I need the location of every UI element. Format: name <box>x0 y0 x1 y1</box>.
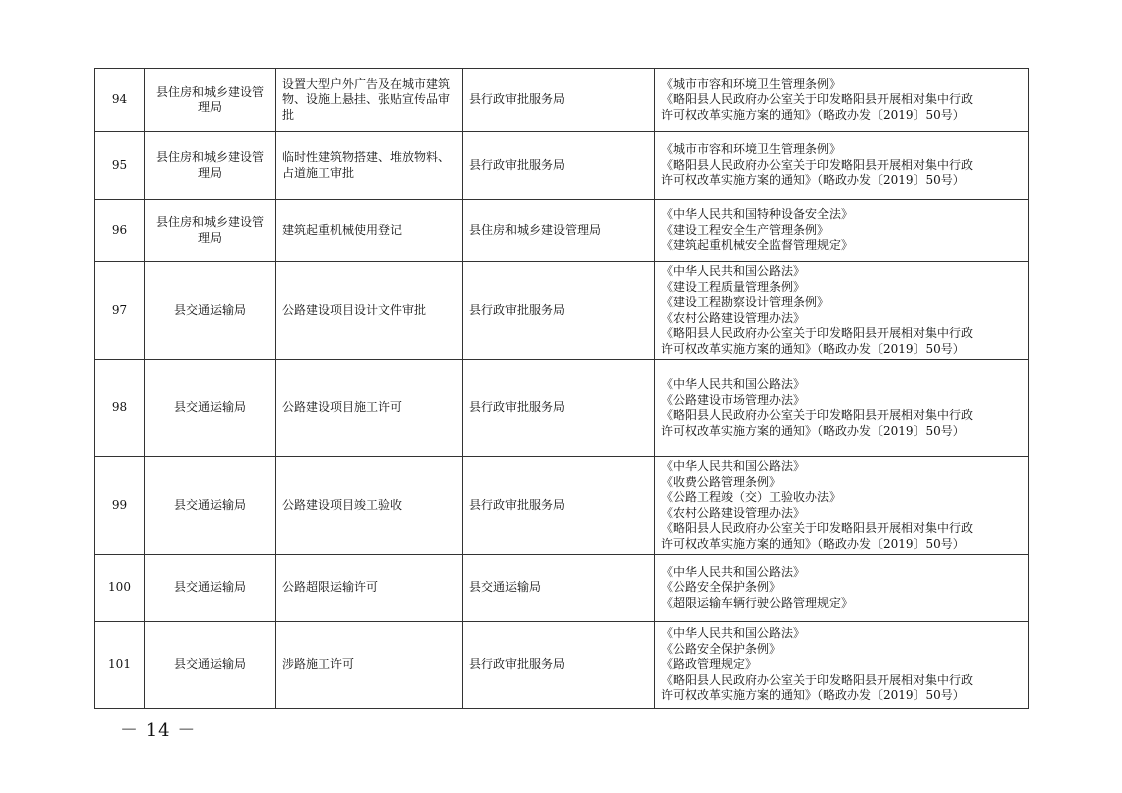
permit-table <box>94 68 1029 709</box>
department-cell: 县交通运输局 <box>145 360 276 457</box>
legal-basis-line: 《略阳县人民政府办公室关于印发略阳县开展相对集中行政 <box>661 672 974 687</box>
table-row <box>95 457 1029 555</box>
permit-item-cell: 临时性建筑物搭建、堆放物料、占道施工审批 <box>276 132 463 200</box>
legal-basis-line: 《公路安全保护条例》 <box>661 641 782 656</box>
row-number: 96 <box>95 200 145 262</box>
legal-basis-cell <box>655 457 1029 555</box>
legal-basis-line: 《农村公路建设管理办法》 <box>661 310 806 325</box>
implementing-agency-cell: 县行政审批服务局 <box>463 69 655 132</box>
page-number: － 14 － <box>120 720 197 741</box>
table-row <box>95 69 1029 132</box>
permit-item-cell: 公路超限运输许可 <box>276 555 463 622</box>
legal-basis-cell <box>655 622 1029 709</box>
legal-basis-line: 许可权改革实施方案的通知》（略政办发〔2019〕50号） <box>661 688 965 703</box>
legal-basis-line: 《中华人民共和国公路法》 <box>661 264 806 278</box>
table-row <box>95 132 1029 200</box>
department-cell: 县交通运输局 <box>145 622 276 709</box>
legal-basis-line: 《公路建设市场管理办法》 <box>661 392 806 407</box>
table-row <box>95 360 1029 457</box>
implementing-agency-cell: 县行政审批服务局 <box>463 622 655 709</box>
legal-basis-line: 《路政管理规定》 <box>661 657 758 672</box>
row-number: 100 <box>95 555 145 622</box>
legal-basis-line: 《略阳县人民政府办公室关于印发略阳县开展相对集中行政 <box>661 521 974 535</box>
legal-basis-cell <box>655 262 1029 360</box>
legal-basis-line: 《公路安全保护条例》 <box>661 580 782 595</box>
permit-item-cell: 公路建设项目设计文件审批 <box>276 262 463 360</box>
department-cell: 县交通运输局 <box>145 262 276 360</box>
legal-basis-cell <box>655 555 1029 622</box>
legal-basis-line: 《城市市容和环境卫生管理条例》 <box>661 76 842 91</box>
permit-item-cell: 公路建设项目施工许可 <box>276 360 463 457</box>
legal-basis-line: 许可权改革实施方案的通知》（略政办发〔2019〕50号） <box>661 341 965 356</box>
legal-basis-cell <box>655 200 1029 262</box>
legal-basis-line: 《超限运输车辆行驶公路管理规定》 <box>661 595 854 610</box>
row-number: 95 <box>95 132 145 200</box>
department-cell: 县交通运输局 <box>145 457 276 555</box>
legal-basis-line: 《公路工程竣（交）工验收办法》 <box>661 490 842 504</box>
legal-basis-cell <box>655 132 1029 200</box>
legal-basis-line: 《中华人民共和国公路法》 <box>661 377 806 391</box>
legal-basis-line: 许可权改革实施方案的通知》（略政办发〔2019〕50号） <box>661 107 965 122</box>
legal-basis-line: 许可权改革实施方案的通知》（略政办发〔2019〕50号） <box>661 536 965 551</box>
implementing-agency-cell: 县行政审批服务局 <box>463 360 655 457</box>
department-cell: 县住房和城乡建设管理局 <box>145 200 276 262</box>
legal-basis-line: 《略阳县人民政府办公室关于印发略阳县开展相对集中行政 <box>661 408 974 422</box>
legal-basis-line: 《中华人民共和国公路法》 <box>661 459 806 473</box>
department-cell: 县住房和城乡建设管理局 <box>145 69 276 132</box>
legal-basis-line: 《收费公路管理条例》 <box>661 474 782 489</box>
implementing-agency-cell: 县交通运输局 <box>463 555 655 622</box>
permit-table-body <box>95 69 1029 709</box>
row-number: 99 <box>95 457 145 555</box>
permit-item-cell: 建筑起重机械使用登记 <box>276 200 463 262</box>
table-row <box>95 200 1029 262</box>
implementing-agency-cell: 县行政审批服务局 <box>463 262 655 360</box>
legal-basis-line: 许可权改革实施方案的通知》（略政办发〔2019〕50号） <box>661 423 965 438</box>
legal-basis-line: 《建设工程质量管理条例》 <box>661 279 806 294</box>
legal-basis-line: 许可权改革实施方案的通知》（略政办发〔2019〕50号） <box>661 173 965 188</box>
department-cell: 县住房和城乡建设管理局 <box>145 132 276 200</box>
table-row <box>95 262 1029 360</box>
legal-basis-line: 《农村公路建设管理办法》 <box>661 505 806 520</box>
row-number: 101 <box>95 622 145 709</box>
implementing-agency-cell: 县行政审批服务局 <box>463 457 655 555</box>
permit-item-cell: 设置大型户外广告及在城市建筑物、设施上悬挂、张贴宣传品审批 <box>276 69 463 132</box>
legal-basis-line: 《建设工程安全生产管理条例》 <box>661 222 830 237</box>
legal-basis-line: 《中华人民共和国公路法》 <box>661 626 806 641</box>
department-cell: 县交通运输局 <box>145 555 276 622</box>
legal-basis-line: 《建设工程勘察设计管理条例》 <box>661 295 830 309</box>
table-row <box>95 622 1029 709</box>
row-number: 98 <box>95 360 145 457</box>
legal-basis-line: 《略阳县人民政府办公室关于印发略阳县开展相对集中行政 <box>661 326 974 340</box>
legal-basis-cell <box>655 69 1029 132</box>
legal-basis-line: 《中华人民共和国公路法》 <box>661 564 806 579</box>
implementing-agency-cell: 县住房和城乡建设管理局 <box>463 200 655 262</box>
legal-basis-line: 《建筑起重机械安全监督管理规定》 <box>661 238 854 253</box>
permit-item-cell: 涉路施工许可 <box>276 622 463 709</box>
legal-basis-line: 《中华人民共和国特种设备安全法》 <box>661 207 854 222</box>
legal-basis-line: 《城市市容和环境卫生管理条例》 <box>661 142 842 157</box>
permit-item-cell: 公路建设项目竣工验收 <box>276 457 463 555</box>
row-number: 97 <box>95 262 145 360</box>
legal-basis-line: 《略阳县人民政府办公室关于印发略阳县开展相对集中行政 <box>661 157 974 172</box>
legal-basis-line: 《略阳县人民政府办公室关于印发略阳县开展相对集中行政 <box>661 92 974 107</box>
legal-basis-cell <box>655 360 1029 457</box>
row-number: 94 <box>95 69 145 132</box>
implementing-agency-cell: 县行政审批服务局 <box>463 132 655 200</box>
table-row <box>95 555 1029 622</box>
